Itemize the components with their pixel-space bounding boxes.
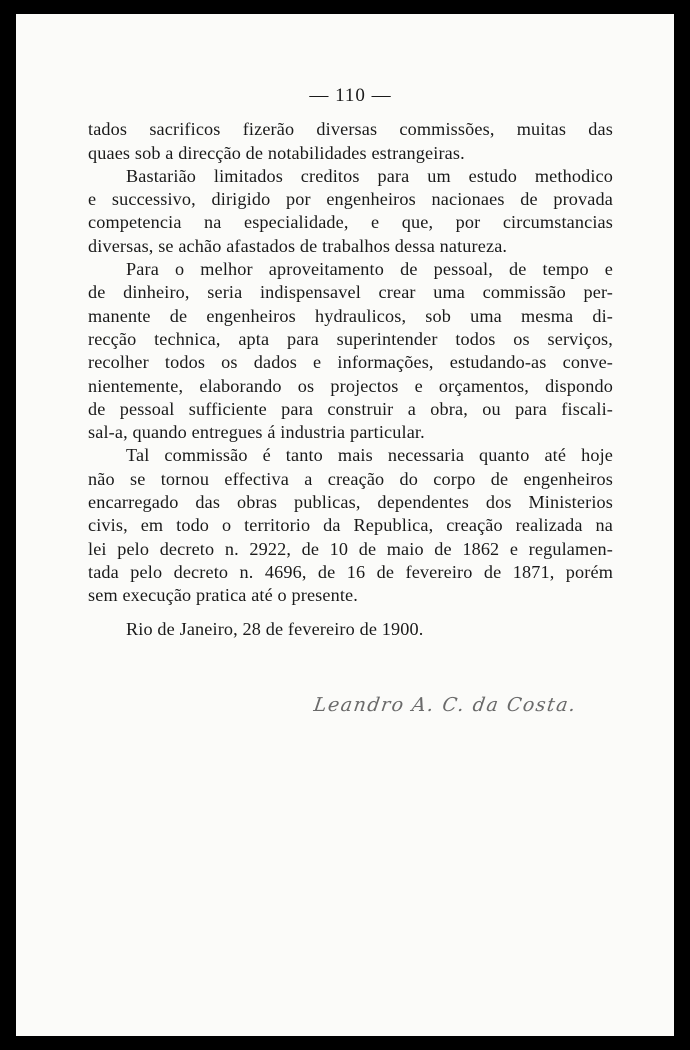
text-line: encarregado das obras publicas, dependentes dos Ministerios — [88, 492, 613, 513]
text-line: manente de engenheiros hydraulicos, sob uma mesma di- — [88, 305, 613, 326]
text-line: não se tornou effectiva a creação do corpo de engenheiros — [88, 468, 613, 489]
text-line: de dinheiro, seria indispensavel crear uma commissão per- — [88, 282, 613, 303]
text-line: Bastarião limitados creditos para um estudo methodico — [126, 165, 613, 186]
document-page — [16, 14, 674, 1036]
paragraph-4 — [88, 444, 613, 607]
paragraph-2 — [88, 165, 613, 258]
text-line: sem execução pratica até o presente. — [88, 585, 358, 606]
text-line: tada pelo decreto n. 4696, de 16 de fevereiro de 1871, porém — [88, 561, 613, 582]
date-line: Rio de Janeiro, 28 de fevereiro de 1900. — [126, 618, 424, 639]
text-line: de pessoal sufficiente para construir a obra, ou para fiscali- — [88, 398, 613, 419]
text-line: Para o melhor aproveitamento de pessoal, de tempo e — [126, 259, 613, 280]
paragraph-3 — [88, 258, 613, 444]
text-line: recção technica, apta para superintender todos os serviços, — [88, 328, 613, 349]
page-number: — 110 — — [309, 85, 392, 106]
text-line: nientemente, elaborando os projectos e orçamentos, dispondo — [88, 375, 613, 396]
text-line: civis, em todo o territorio da Republica, creação realizada na — [88, 515, 613, 536]
paragraph-1 — [88, 118, 613, 165]
signature: Leandro A. C. da Costa. — [312, 694, 579, 716]
text-line: lei pelo decreto n. 2922, de 10 de maio de 1862 e regulamen- — [88, 538, 613, 559]
text-line: Tal commissão é tanto mais necessaria quanto até hoje — [126, 445, 613, 466]
text-line: quaes sob a direcção de notabilidades estrangeiras. — [88, 142, 465, 163]
text-line: competencia na especialidade, e que, por circumstancias — [88, 212, 613, 233]
text-line: tados sacrificos fizerão diversas commissões, muitas das — [88, 119, 613, 140]
text-block — [88, 84, 613, 641]
text-line: e successivo, dirigido por engenheiros nacionaes de provada — [88, 189, 613, 210]
text-line: recolher todos os dados e informações, estudando-as conve- — [88, 352, 613, 373]
text-line: diversas, se achão afastados de trabalhos dessa natureza. — [88, 235, 508, 256]
text-line: sal-a, quando entregues á industria particular. — [88, 422, 425, 443]
